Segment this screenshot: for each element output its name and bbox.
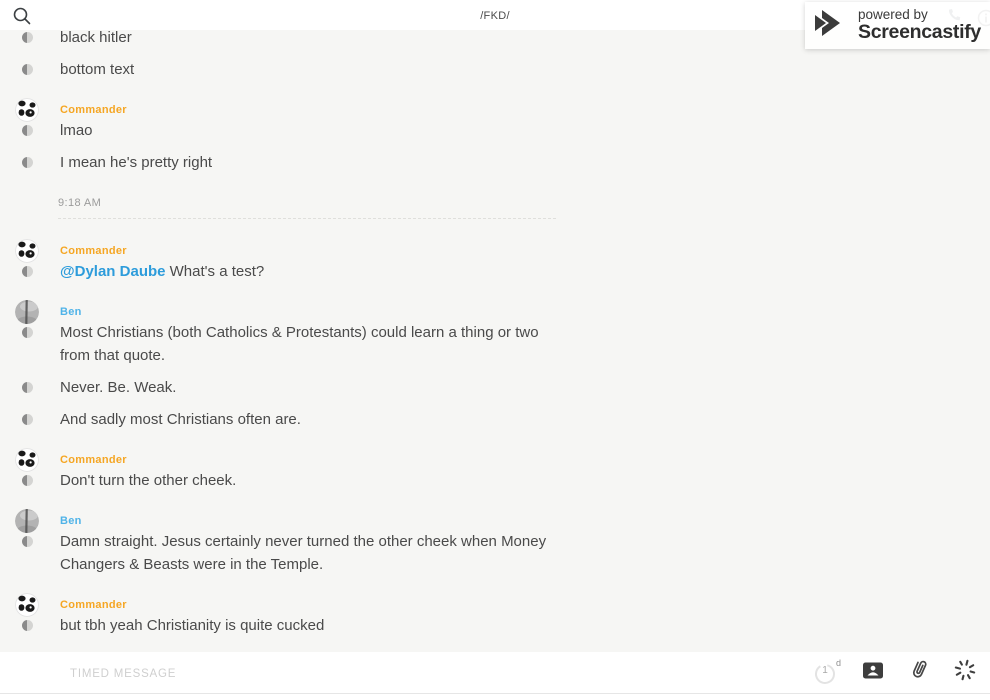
message-row (0, 408, 990, 431)
username[interactable]: Commander (60, 599, 127, 611)
timer-duration-button[interactable] (804, 655, 850, 691)
message-row (0, 376, 990, 399)
mention-link[interactable]: @Dylan Daube (60, 263, 166, 280)
chat-scroll-area[interactable] (0, 30, 990, 652)
message-text: black hitler (60, 30, 132, 46)
message-row (0, 119, 990, 142)
message-row (0, 321, 990, 367)
message-row (0, 469, 990, 492)
message-text (60, 260, 568, 283)
message-text: Don't turn the other cheek. (60, 472, 237, 489)
time-divider-label: 9:18 AM (58, 197, 102, 209)
message-text: Most Christians (both Catholics & Protestants) could learn a thing or two from that quote. (60, 324, 539, 364)
timer-value: 1 (822, 664, 828, 676)
message-text: but tbh yeah Christianity is quite cucked (60, 617, 325, 634)
message-row (0, 151, 990, 174)
timed-message-status-icon (22, 620, 33, 631)
username[interactable]: Commander (60, 245, 127, 257)
timed-message-status-icon (22, 266, 33, 277)
file-attach-button[interactable] (896, 655, 942, 691)
screencastify-watermark[interactable] (805, 2, 990, 49)
room-title: /FKD/ (480, 10, 510, 22)
message-text: I mean he's pretty right (60, 154, 213, 171)
username[interactable]: Ben (60, 515, 82, 527)
image-icon (862, 661, 884, 685)
username[interactable]: Ben (60, 306, 82, 318)
message-row (0, 260, 990, 283)
burst-send-button[interactable] (942, 655, 988, 691)
message-text: bottom text (60, 61, 135, 78)
timed-message-status-icon (22, 536, 33, 547)
message-text: And sadly most Christians often are. (60, 411, 301, 428)
watermark-brand: Screencastify (858, 21, 981, 44)
screencastify-logo-icon (811, 2, 853, 49)
timed-message-status-icon (22, 414, 33, 425)
username[interactable]: Commander (60, 454, 127, 466)
username[interactable]: Commander (60, 104, 127, 116)
watermark-powered-by: powered by (858, 7, 928, 23)
time-divider-line (58, 218, 556, 219)
timed-message-status-icon (22, 64, 33, 75)
message-text: lmao (60, 122, 93, 139)
composer-bar (0, 652, 990, 694)
message-text: Never. Be. Weak. (60, 379, 177, 396)
message-text: Damn straight. Jesus certainly never turned the other cheek when Money Changers & Beasts were in the Temple. (60, 533, 547, 573)
timer-unit: d (835, 657, 841, 668)
timed-message-status-icon (22, 32, 33, 43)
timed-message-status-icon (22, 125, 33, 136)
timed-message-status-icon (22, 475, 33, 486)
timed-message-status-icon (22, 327, 33, 338)
message-row (0, 58, 990, 81)
timed-message-status-icon (22, 382, 33, 393)
time-divider (0, 196, 990, 219)
burst-spinner-icon (953, 658, 977, 687)
message-row (0, 614, 990, 637)
paperclip-icon (908, 658, 930, 687)
message-input[interactable] (68, 664, 804, 681)
message-text-after-mention: What's a test? (165, 263, 265, 280)
message-row (0, 530, 990, 576)
image-attach-button[interactable] (850, 655, 896, 691)
timed-message-status-icon (22, 157, 33, 168)
